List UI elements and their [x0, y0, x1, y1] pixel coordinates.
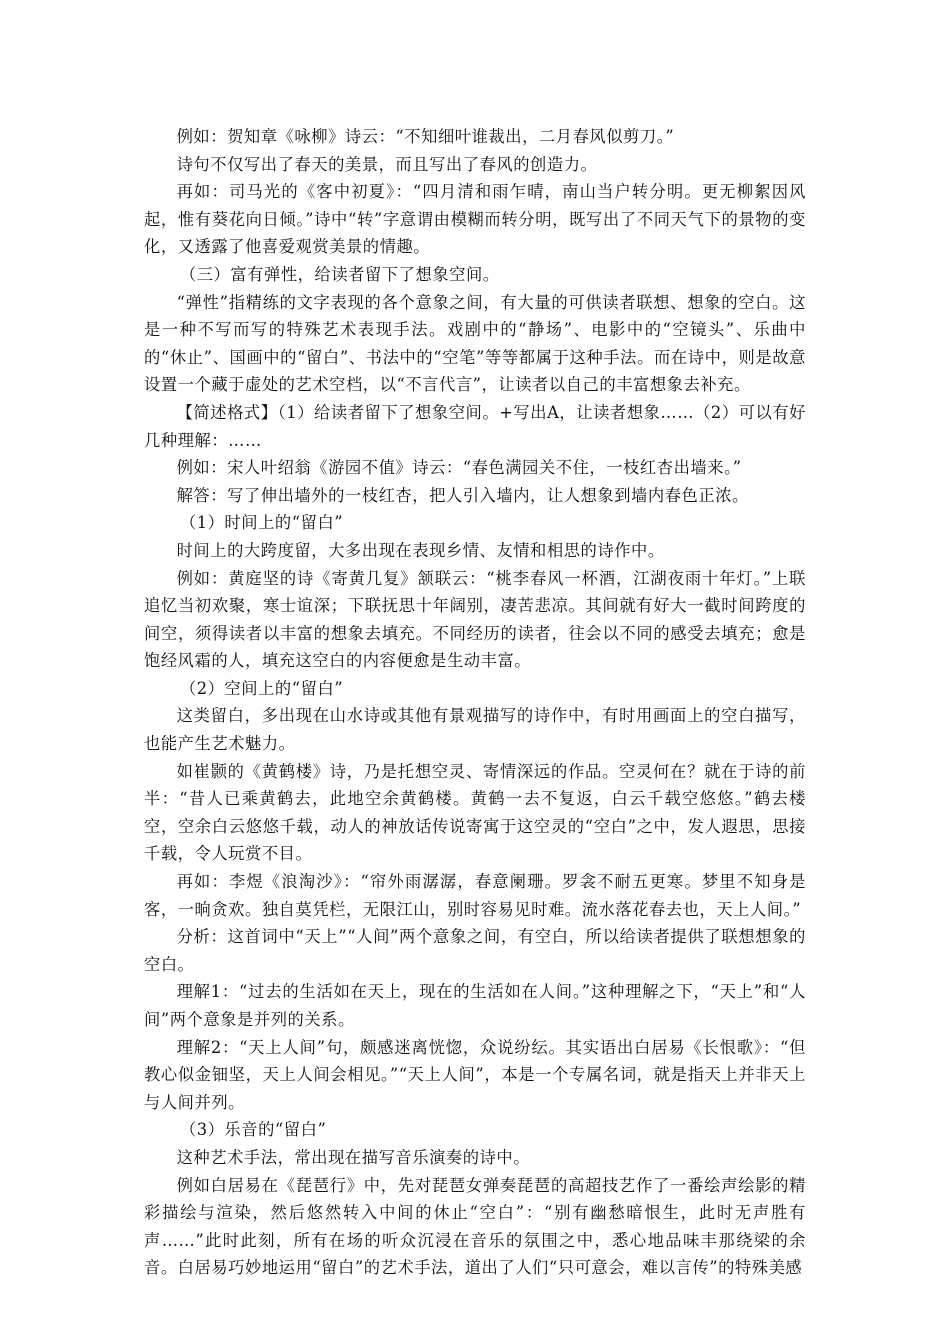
paragraph-answer-format: 【简述格式】（1）给读者留下了想象空间。+写出A，让读者想象……（2）可以有好几种理解：……: [144, 402, 806, 450]
paragraph-example-he-zhizhang: 例如：贺知章《咏柳》诗云：“不知细叶谁裁出，二月春风似剪刀。”: [176, 127, 675, 146]
paragraph-spring-wind: 诗句不仅写出了春天的美景，而且写出了春风的创造力。: [176, 154, 598, 174]
paragraph-understanding-2: 理解2：“天上人间”句，颇感迷离恍惚，众说纷纭。其实语出白居易《长恨歌》：“但教心似金钿坚，天上人间会相见。”“天上人间”，本是一个专属名词，就是指天上并非天上与人间并列。: [144, 1037, 806, 1112]
paragraph-example-sima-guang: 再如：司马光的《客中初夏》：“四月清和雨乍晴，南山当户转分明。更无柳絮因风起，惟有葵花向日倾。”诗中“转”字意谓由模糊而转分明，既写出了不同天气下的景物的变化，又透露了他喜爱观赏美景的情趣。: [144, 182, 806, 257]
paragraph-example-huang-tingjian: 例如：黄庭坚的诗《寄黄几复》颔联云：“桃李春风一杯酒，江湖夜雨十年灯。”上联追忆当初欢聚，寒士谊深；下联抚思十年阔别，凄苦悲凉。其间就有好大一截时间跨度的间空，须得读者以丰富的想象去填充。不同经历的读者，往会以不同的感受去填充；愈是饱经风霜的人，填充这空白的内容便愈是生动丰富。: [144, 568, 806, 671]
paragraph-example-cui-hao: 如崔颢的《黄鹤楼》诗，乃是托想空灵、寄情深远的作品。空灵何在？就在于诗的前半：“昔人已乘黄鹤去，此地空余黄鹤楼。黄鹤一去不复返，白云千载空悠悠。”鹤去楼空，空余白云悠悠千载，动人的神放话传说寄寓于这空灵的“空白”之中，发人遐思，思接千载，令人玩赏不目。: [144, 761, 806, 864]
paragraph-example-ye-shaoweng: 例如：宋人叶绍翁《游园不值》诗云：“春色满园关不住，一枝红杏出墙来。”: [176, 458, 742, 478]
paragraph-understanding-1: 理解1：“过去的生活如在天上，现在的生活如在人间。”这种理解之下，“天上”和“人间”两个意象是并列的关系。: [144, 982, 806, 1029]
document-body: [144, 123, 806, 1282]
paragraph-example-bai-juyi: 例如白居易在《琵琶行》中，先对琵琶女弹奏琵琶的高超技艺作了一番绘声绘影的精彩描绘与渲染，然后悠然转入中间的休止“空白”：“别有幽愁暗恨生，此时无声胜有声……”此时此刻，所有在场的听众沉浸在音乐的氛围之中，悉心地品味丰那绕梁的余音。白居易巧妙地运用“留白”的艺术手法，道出了人们“只可意会，难以言传”的特殊美感: [144, 1175, 806, 1278]
paragraph-time-blank: 时间上的大跨度留，大多出现在表现乡情、友情和相思的诗作中。: [176, 540, 665, 560]
paragraph-answer: 解答：写了伸出墙外的一枝红杏，把人引入墙内，让人想象到墙内春色正浓。: [176, 485, 749, 505]
paragraph-space-blank: 这类留白，多出现在山水诗或其他有景观描写的诗作中，有时用画面上的空白描写，也能产生艺术魅力。: [144, 706, 806, 754]
subheading-space-blank: （2）空间上的“留白”: [179, 678, 344, 698]
subheading-time-blank: （1）时间上的“留白”: [179, 513, 344, 533]
section-heading-elasticity: （三）富有弹性，给读者留下了想象空间。: [179, 264, 500, 284]
subheading-music-blank: （3）乐音的“留白”: [179, 1120, 327, 1140]
paragraph-analysis: 分析：这首词中“天上”“人间”两个意象之间，有空白，所以给读者提供了联想想象的空白。: [144, 927, 806, 974]
paragraph-music-blank: 这种艺术手法，常出现在描写音乐演奏的诗中。: [176, 1147, 531, 1167]
paragraph-elasticity-definition: “弹性”指精练的文字表现的各个意象之间，有大量的可供读者联想、想象的空白。这是一种不写而写的特殊艺术表现手法。戏剧中的“静场”、电影中的“空镜头”、乐曲中的“休止”、国画中的“留白”、书法中的“空笔”等等都属于这种手法。而在诗中，则是故意设置一个藏于虚处的艺术空档，以“不言代言”，让读者以自己的丰富想象去补充。: [144, 292, 806, 395]
paragraph-example-li-yu: 再如：李煜《浪淘沙》：“帘外雨潺潺，春意阑珊。罗衾不耐五更寒。梦里不知身是客，一晌贪欢。独自莫凭栏，无限江山，别时容易见时难。流水落花春去也，天上人间。”: [144, 872, 806, 919]
